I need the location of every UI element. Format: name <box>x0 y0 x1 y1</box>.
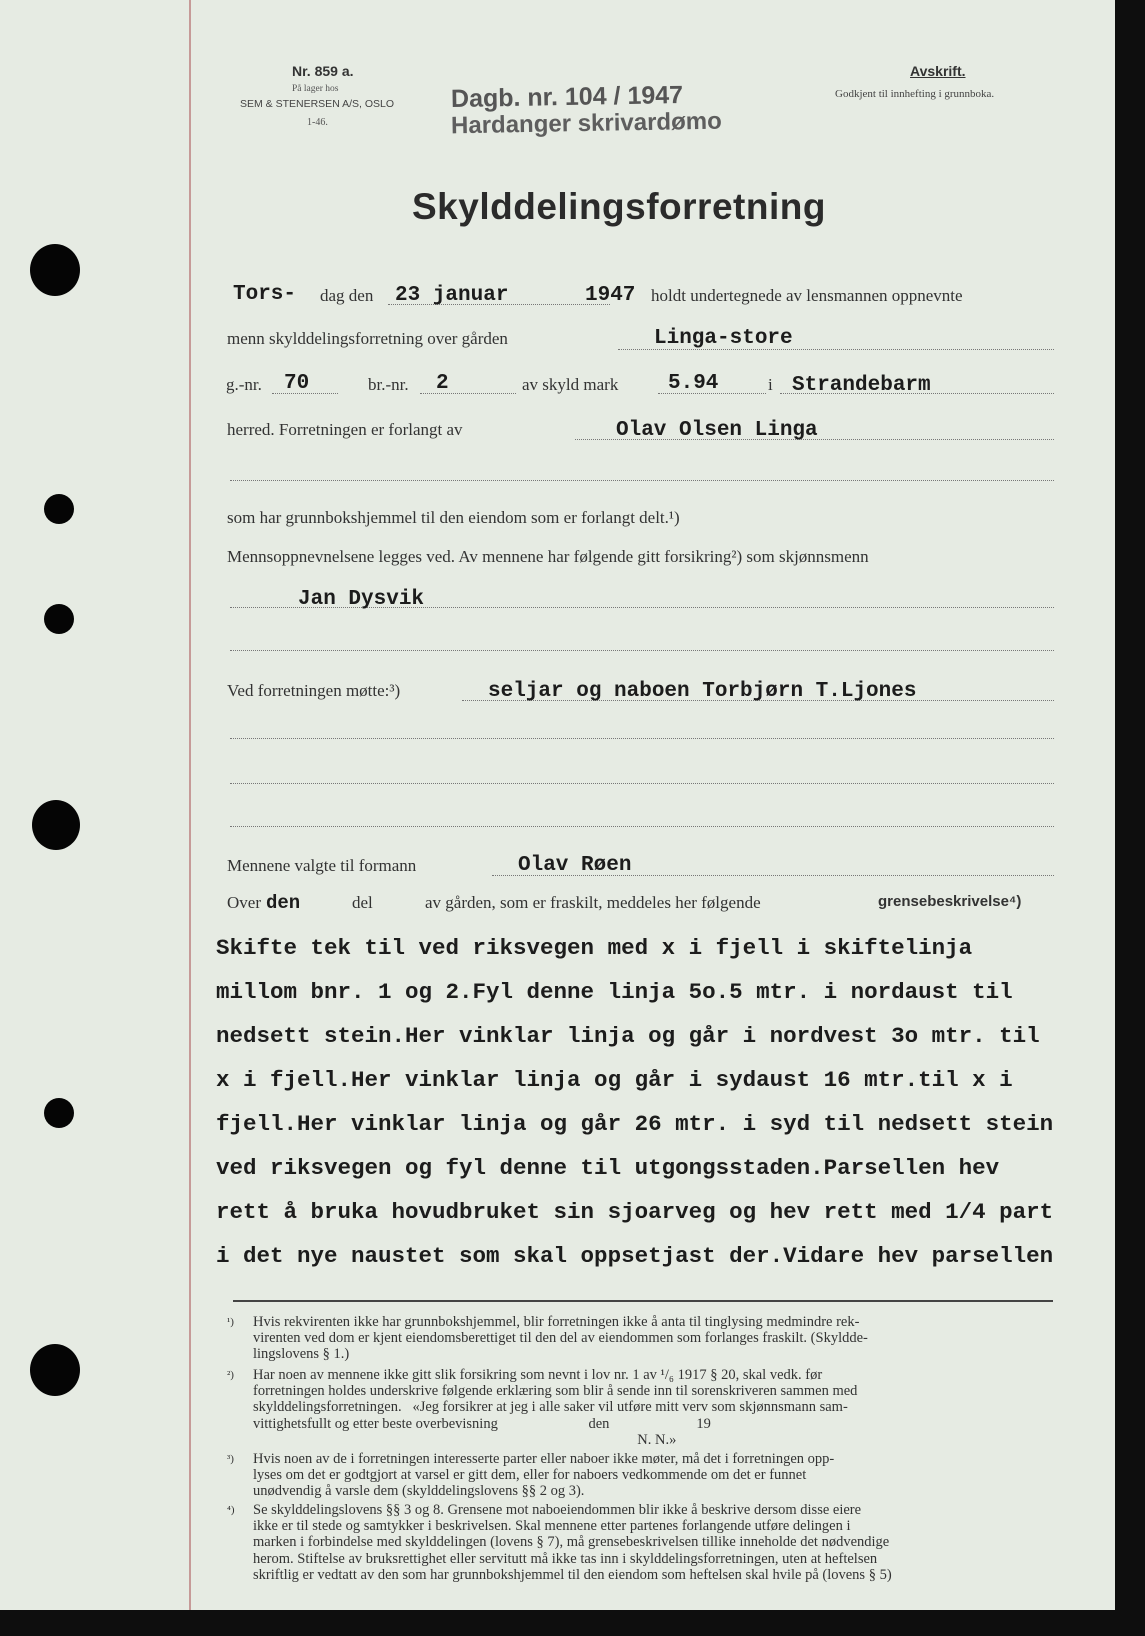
footnote <box>227 1502 892 1583</box>
over-label: Over <box>227 893 261 912</box>
boundary-line: fjell.Her vinklar linja og går 26 mtr. i syd til nedsett stein <box>216 1111 1054 1137</box>
document-title: Skylddelingsforretning <box>412 186 826 227</box>
footnote-text: Hvis rekvirenten ikke har grunnbokshjemmel, blir forretningen ikke å anta til tinglysing medmindre rek- virenten ved dom er kjent eiendomsberettiget til den del av eiendommen som forlanges fraskilt. (Skyldde- lingslovens § 1.) <box>253 1314 868 1363</box>
boundary-line: ved riksvegen og fyl denne til utgongsstaden.Parsellen hev <box>216 1155 1000 1181</box>
municipality-value: Strandebarm <box>792 374 931 397</box>
av-garden-label: av gården, som er fraskilt, meddeles her følgende <box>425 893 761 912</box>
weekday-value: Tors- <box>233 283 297 306</box>
boundary-line: rett å bruka hovudbruket sin sjoarveg og hev rett med 1/4 part <box>216 1199 1054 1225</box>
punch-hole <box>44 1098 74 1128</box>
copy-label: Avskrift. <box>910 63 966 79</box>
footnote-text: Har noen av mennene ikke gitt slik forsikring som nevnt i lov nr. 1 av ¹/₆ 1917 § 20, skal vedk. før forretningen holdes underskrive følgende erklæring som blir å sende inn til sorenskriveren sammen med skylddelingsforretningen. «Jeg forsikrer at jeg i alle saker vil utføre mitt verv som skjønnsmann sam- vittighetsfullt og etter beste overbevisning den 19 N. N.» <box>253 1367 858 1448</box>
i-label: i <box>768 375 773 394</box>
footnote-marker: ⁴) <box>227 1504 235 1516</box>
attendees-value: seljar og naboen Torbjørn T.Ljones <box>488 680 917 703</box>
del-label: del <box>352 893 373 912</box>
year-value: 1947 <box>585 284 636 307</box>
brnr-fill-line <box>420 393 516 394</box>
journal-stamp-office: Hardanger skrivardømo <box>450 107 722 140</box>
boundary-line: Skifte tek til ved riksvegen med x i fjell i skiftelinja <box>216 935 973 961</box>
brnr-label: br.-nr. <box>368 375 409 394</box>
margin-rule <box>189 0 191 1610</box>
punch-hole <box>44 604 74 634</box>
grunnbok-label: som har grunnbokshjemmel til den eiendom som er forlangt delt.¹) <box>227 508 680 527</box>
footnote <box>227 1451 835 1500</box>
blank-fill-line <box>230 738 1054 739</box>
punch-hole <box>32 800 80 850</box>
footnote-text: Hvis noen av de i forretningen interesserte parter eller naboer ikke møter, må det i forretningen opp- lyses om det er godtgjort at varsel er gitt dem, eller for naboers vedkommende om det er funnet unødvendig å varsle dem (skylddelingslovens §§ 2 og 3). <box>253 1451 835 1500</box>
sworn-men-value: Jan Dysvik <box>298 588 425 611</box>
form-date: 1-46. <box>307 117 328 128</box>
punch-hole <box>30 244 80 296</box>
journal-stamp-number: Dagb. nr. 104 / 1947 <box>450 80 684 114</box>
skyld-label: av skyld mark <box>522 375 619 394</box>
footnote <box>227 1314 868 1363</box>
boundary-line: nedsett stein.Her vinklar linja og går i nordvest 3o mtr. til <box>216 1023 1040 1049</box>
over-fill-value: den <box>266 892 301 914</box>
footnote <box>227 1367 858 1448</box>
boundary-line: i det nye naustet som skal oppsetjast der.Vidare hev parsellen <box>216 1243 1054 1269</box>
menn-label: menn skylddelingsforretning over gården <box>227 329 508 348</box>
blank-fill-line <box>230 480 1054 481</box>
publisher-line: På lager hos <box>292 84 339 94</box>
publisher-name: SEM & STENERSEN A/S, OSLO <box>240 98 395 110</box>
motte-label: Ved forretningen møtte:³) <box>227 681 401 700</box>
requester-value: Olav Olsen Linga <box>616 419 818 442</box>
formann-label: Mennene valgte til formann <box>227 856 417 875</box>
footnote-separator <box>233 1300 1053 1302</box>
skyld-value: 5.94 <box>668 372 719 395</box>
boundary-line: millom bnr. 1 og 2.Fyl denne linja 5o.5 mtr. i nordaust til <box>216 979 1013 1005</box>
boundary-line: x i fjell.Her vinklar linja og går i sydaust 16 mtr.til x i <box>216 1067 1013 1093</box>
copy-note: Godkjent til innhefting i grunnboka. <box>835 88 995 100</box>
herred-label: herred. Forretningen er forlangt av <box>227 420 463 439</box>
punch-hole <box>44 494 74 524</box>
footnote-marker: ²) <box>227 1369 234 1381</box>
mennsoppnevnelse-label: Mennsoppnevnelsene legges ved. Av mennene har følgende gitt forsikring²) som skjønnsmenn <box>227 547 869 566</box>
blank-fill-line <box>230 826 1054 827</box>
blank-fill-line <box>230 650 1054 651</box>
dag-den-label: dag den <box>320 286 374 305</box>
grensebeskrivelse-label: grensebeskrivelse⁴) <box>878 893 1022 910</box>
holdt-label: holdt undertegnede av lensmannen oppnevnte <box>651 286 963 305</box>
footnote-marker: ³) <box>227 1453 234 1465</box>
brnr-value: 2 <box>436 372 449 395</box>
chairman-value: Olav Røen <box>518 854 632 877</box>
footnote-marker: ¹) <box>227 1316 234 1328</box>
farm-name-value: Linga-store <box>654 327 793 350</box>
footnote-text: Se skylddelingslovens §§ 3 og 8. Grensene mot naboeiendommen blir ikke å beskrive dersom disse eiere ikke er til stede og samtykker i beskrivelsen. Skal mennene etter partenes forlangende utføre delingen i marken i forbindelse med skylddelingen (lovens § 7), må grensebeskrivelsen tillike inneholde det nødvendige herom. Stiftelse av bruksrettighet eller servitutt må ikke tas inn i skylddelingsforretningen, uten at heftelsen skriftlig er vedtatt av den som har grunnbokshjemmel til den eiendom som heftelsen skal hvile på (lovens § 5) <box>253 1502 892 1583</box>
blank-fill-line <box>230 783 1054 784</box>
date-value: 23 januar <box>395 284 509 307</box>
gnr-value: 70 <box>284 372 310 395</box>
punch-hole <box>30 1344 80 1396</box>
form-number: Nr. 859 a. <box>292 63 354 79</box>
gnr-label: g.-nr. <box>226 375 262 394</box>
